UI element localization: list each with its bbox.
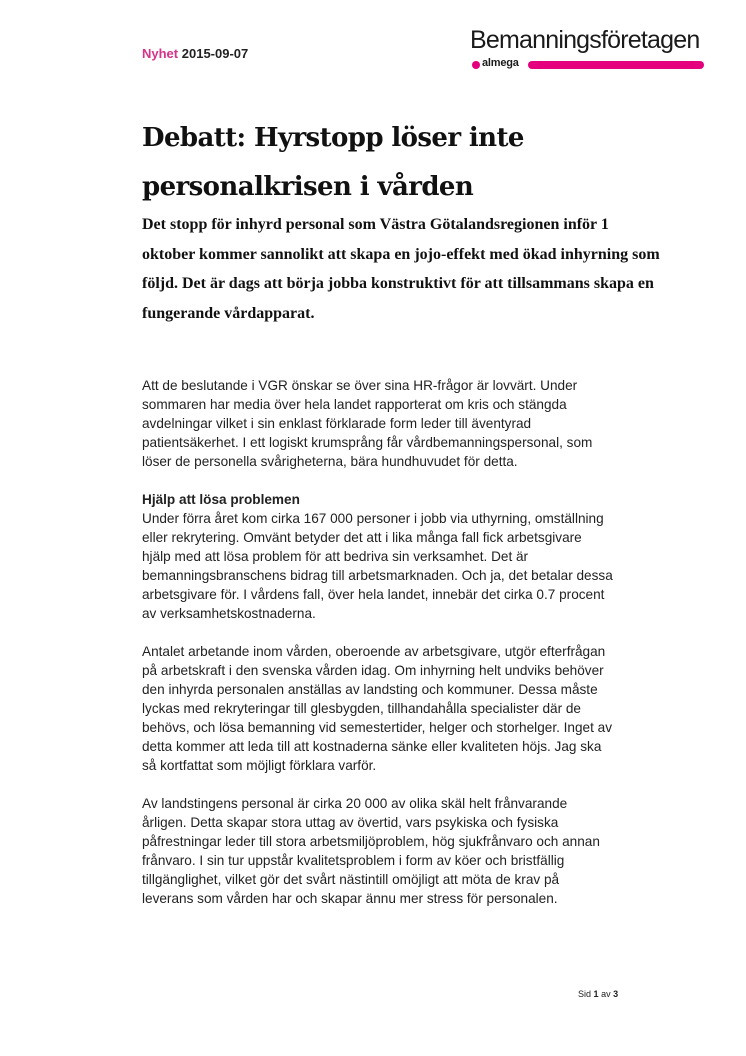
page-prefix: Sid [578, 989, 592, 999]
logo-dot-icon [472, 61, 480, 69]
logo-name: Bemanningsföretagen [470, 26, 700, 54]
page-separator: av [601, 989, 611, 999]
article-lead: Det stopp för inhyrd personal som Västra Götalandsregionen inför 1 oktober kommer sannolikt att skapa en jojo-effekt med ökad inhyrning som följd. Det är dags att börja jobba konstruktivt för att tillsammans skapa en fungerande vårdapparat. [142, 216, 660, 322]
company-logo [470, 26, 704, 72]
paragraph: Antalet arbetande inom vården, oberoende av arbetsgivare, utgör efterfrågan på arbetskraft i den svenska vården idag. Om inhyrning helt undviks behöver den inhyrda personalen anställas av landsting och kommuner. Dessa måste lyckas med rekryteringar till glesbygden, tillhandahålla specialister där de behövs, och lösa bemanning vid semestertider, helger och storhelger. Inget av detta kommer att leda till att kostnaderna sänke eller kvaliteten höjs. Jag ska så kortfattat som möjligt förklara varför. [142, 644, 613, 773]
page-total: 3 [613, 989, 619, 999]
news-date: 2015-09-07 [181, 46, 249, 61]
section-heading: Hjälp att lösa problemen [142, 492, 300, 507]
page-current: 1 [593, 989, 599, 999]
logo-accent-bar [528, 61, 704, 69]
page-number [578, 989, 618, 999]
section [142, 490, 614, 623]
paragraph: Under förra året kom cirka 167 000 personer i jobb via uthyrning, omställning eller rekrytering. Omvänt betyder det att i lika många fall fick arbetsgivare hjälp med att lösa problem för att bedriva sin verksamhet. Det är bemanningsbranschens bidrag till arbetsmarknaden. Och ja, det betalar dessa arbetsgivare för. I vårdens fall, över hela landet, innebär det cirka 0.7 procent av verksamhetskostnaderna. [142, 511, 613, 621]
article-body [142, 376, 614, 927]
paragraph: Att de beslutande i VGR önskar se över sina HR-frågor är lovvärt. Under sommaren har media över hela landet rapporterat om kris och stängda avdelningar vilket i sin enklast förklarade form leder till äventyrad patientsäkerhet. I ett logiskt krumsprång får vårdbemanningspersonal, som löser de personella svårigheterna, bära hundhuvudet för detta. [142, 378, 593, 469]
logo-sub: almega [482, 57, 519, 69]
news-header [142, 46, 248, 61]
article-title: Debatt: Hyrstopp löser inte personalkrisen i vården [142, 123, 524, 202]
paragraph: Av landstingens personal är cirka 20 000 av olika skäl helt frånvarande årligen. Detta skapar stora uttag av övertid, vars psykiska och fysiska påfrestningar leder till stora arbetsmiljöproblem, hög sjukfrånvaro och annan frånvaro. I sin tur uppstår kvalitetsproblem i form av köer och bristfällig tillgänglighet, vilket gör det svårt nästintill omöjligt att möta de krav på leverans som vården har och skapar ännu mer stress för personalen. [142, 796, 600, 906]
news-label: Nyhet [142, 46, 179, 61]
